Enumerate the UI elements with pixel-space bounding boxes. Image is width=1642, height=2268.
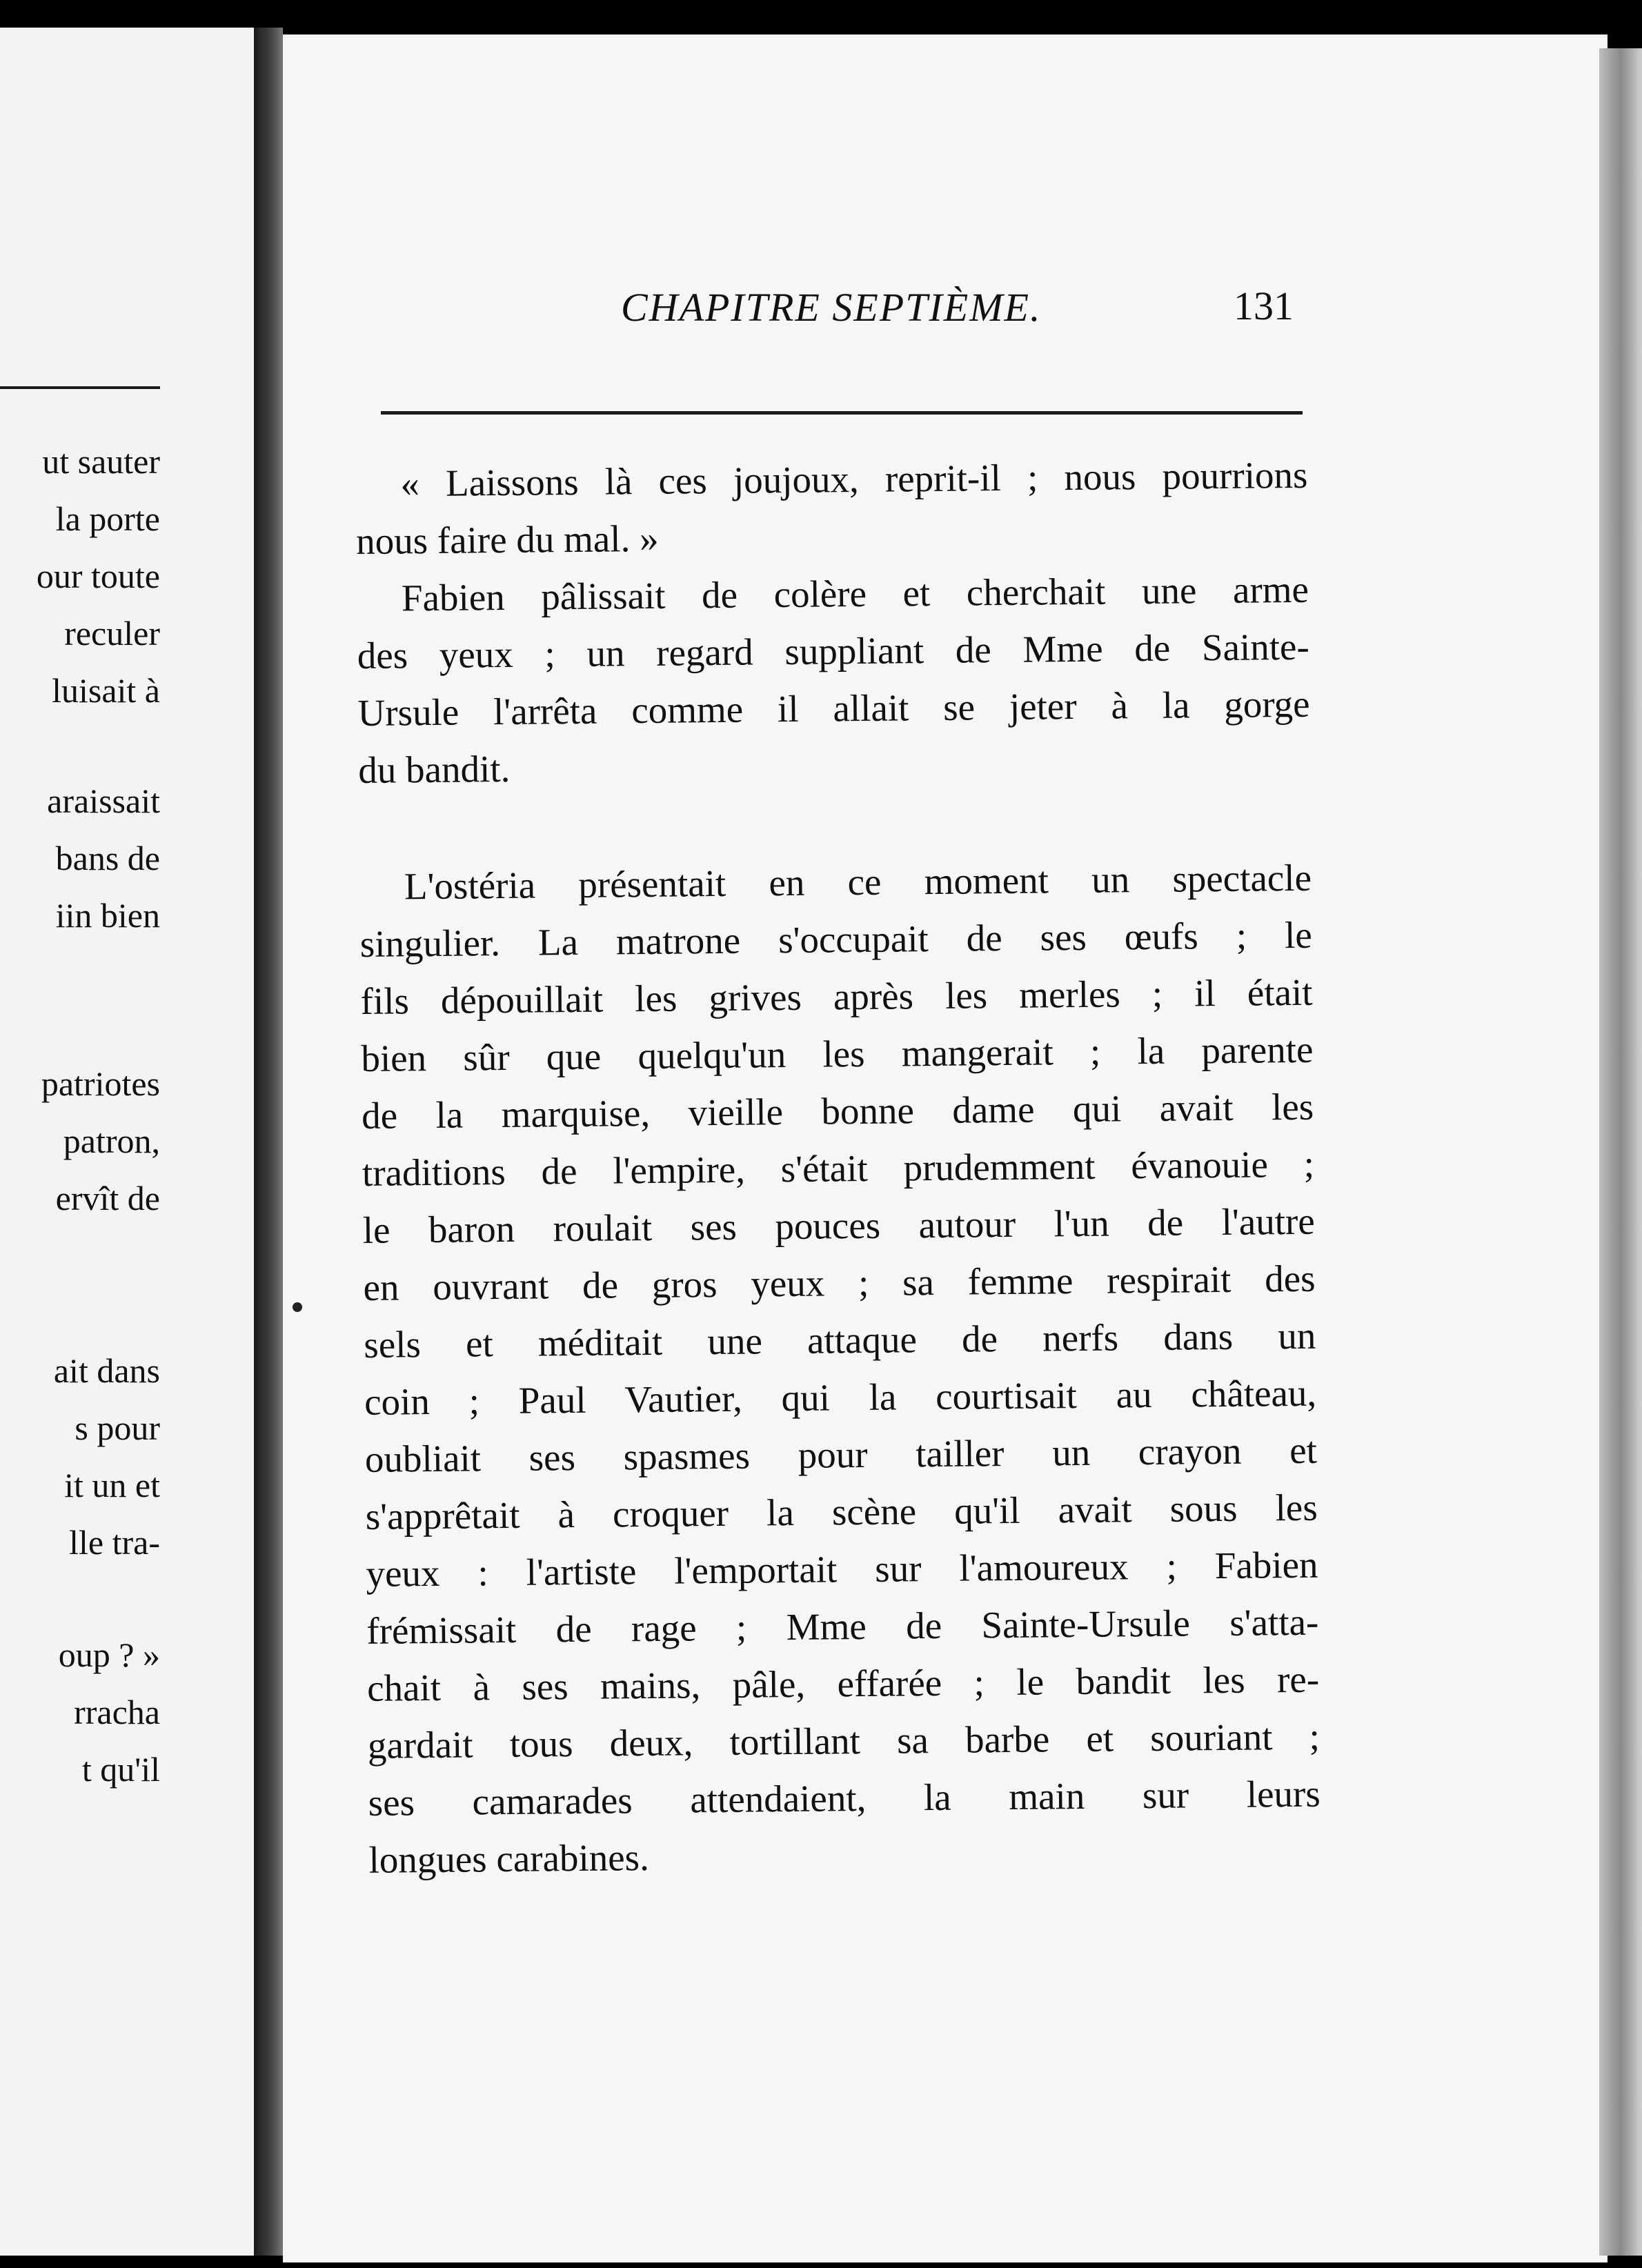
text-line: coin ; Paul Vautier, qui la courtisait au château, [364, 1371, 1317, 1423]
previous-page-line: lle tra- [69, 1523, 160, 1562]
text-line: sels et méditait une attaque de nerfs dans un [364, 1314, 1316, 1366]
text-line: en ouvrant de gros yeux ; sa femme respirait des [363, 1257, 1316, 1309]
previous-page-line: rracha [74, 1693, 160, 1731]
paragraph [357, 561, 1311, 799]
text-line: du bandit. [358, 747, 511, 791]
body-text [355, 446, 1321, 1889]
text-line: le baron roulait ses pouces autour l'un de l'autre [362, 1200, 1316, 1251]
book-gutter [254, 28, 283, 2256]
previous-page-line: oup ? » [58, 1635, 160, 1674]
previous-page-line: patriotes [41, 1064, 160, 1103]
previous-page-line: reculer [64, 614, 160, 653]
text-line: Fabien pâlissait de colère et cherchait une arme [401, 568, 1309, 619]
previous-page-line: ervît de [55, 1179, 160, 1217]
previous-page-line: ait dans [53, 1351, 160, 1390]
previous-page-rule [0, 386, 160, 389]
text-line: des yeux ; un regard suppliant de Mme de Sainte- [357, 625, 1310, 677]
text-line: bien sûr que quelqu'un les mangerait ; la parente [361, 1028, 1314, 1080]
previous-page-line: la porte [55, 499, 160, 538]
previous-page-line: our toute [36, 557, 160, 595]
running-head: CHAPITRE SEPTIÈME. [621, 285, 1042, 330]
previous-page-sliver [0, 28, 254, 2256]
text-line: oubliait ses spasmes pour tailler un crayon et [364, 1429, 1318, 1480]
previous-page-line: iin bien [55, 896, 160, 935]
text-line: s'apprêtait à croquer la scène qu'il avait sous les [365, 1486, 1318, 1538]
text-line: yeux : l'artiste l'emportait sur l'amoureux ; Fabien [366, 1543, 1318, 1595]
text-line: fils dépouillait les grives après les merles ; il était [360, 971, 1313, 1022]
text-line: nous faire du mal. » [355, 517, 659, 562]
page-stack-edge [1599, 48, 1642, 2256]
ink-speck [293, 1302, 302, 1312]
text-line: Ursule l'arrêta comme il allait se jeter à la gorge [357, 682, 1310, 734]
text-line: « Laissons là ces joujoux, reprit-il ; nous pourrions [400, 453, 1308, 505]
text-line: gardait tous deux, tortillant sa barbe et souriant ; [367, 1715, 1320, 1767]
text-line: longues carabines. [368, 1836, 650, 1881]
text-line: traditions de l'empire, s'était prudemment évanouie ; [362, 1142, 1315, 1194]
text-line: L'ostéria présentait en ce moment un spectacle [404, 856, 1312, 908]
previous-page-line: luisait à [52, 671, 160, 710]
previous-page-line: bans de [55, 839, 160, 877]
header-rule [381, 411, 1303, 415]
text-line: singulier. La matrone s'occupait de ses œufs ; le [359, 913, 1313, 965]
text-line: de la marquise, vieille bonne dame qui avait les [361, 1085, 1314, 1137]
previous-page-line: ut sauter [42, 442, 160, 481]
book-page [283, 34, 1608, 2262]
previous-page-line: patron, [63, 1122, 160, 1160]
previous-page-line: t qu'il [81, 1750, 160, 1789]
previous-page-line: araissait [47, 782, 160, 820]
paragraph [359, 849, 1321, 1889]
text-line: ses camarades attendaient, la main sur leurs [368, 1772, 1320, 1824]
text-line: chait à ses mains, pâle, effarée ; le bandit les re- [366, 1658, 1320, 1709]
text-line: frémissait de rage ; Mme de Sainte-Ursule s'atta- [366, 1600, 1319, 1652]
previous-page-line: s pour [75, 1409, 160, 1447]
previous-page-line: it un et [64, 1466, 160, 1504]
page-number: 131 [1234, 284, 1294, 328]
paragraph-gap [359, 790, 1312, 858]
paragraph [355, 446, 1309, 570]
